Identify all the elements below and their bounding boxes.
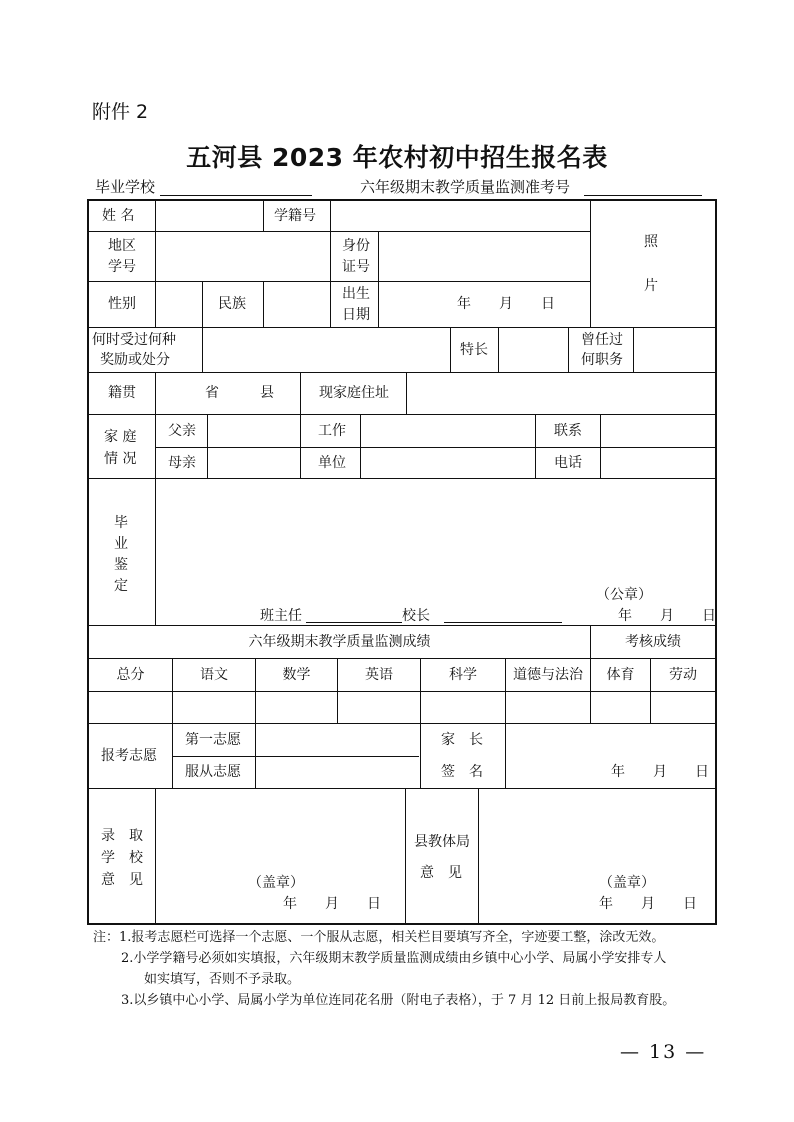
work-label-2: 单位 xyxy=(318,455,346,471)
parent-sign-date: 年 月 日 xyxy=(611,764,709,780)
photo-label-2: 片 xyxy=(644,278,658,294)
region-label-1: 地区 xyxy=(108,238,136,254)
native-label: 籍贯 xyxy=(108,385,136,401)
county-label: 县 xyxy=(260,385,274,401)
form-title: 五河县 2023 年农村初中招生报名表 xyxy=(186,143,608,172)
principal-label: 校长 xyxy=(402,608,430,624)
id-label-1: 身份 xyxy=(342,238,370,254)
school-field[interactable] xyxy=(160,195,312,196)
birth-label-1: 出生 xyxy=(342,286,370,302)
exam-number-label: 六年级期末教学质量监测准考号 xyxy=(360,178,571,196)
specialty-label: 特长 xyxy=(460,342,488,358)
obey-choice-label: 服从志愿 xyxy=(185,764,241,780)
public-seal-label: （公章） xyxy=(596,587,652,603)
family-label-2: 情 况 xyxy=(104,451,137,467)
attachment-label: 附件 2 xyxy=(92,101,149,123)
family-label-1: 家 庭 xyxy=(104,429,137,445)
birth-date-text: 年 月 日 xyxy=(457,296,555,312)
award-label-2: 奖励或处分 xyxy=(100,352,170,368)
contact-label-2: 电话 xyxy=(554,455,582,471)
gender-label: 性别 xyxy=(108,296,136,312)
subject-morality-law: 道德与法治 xyxy=(513,667,583,683)
bureau-seal-label: （盖章） xyxy=(599,875,655,891)
region-label-2: 学号 xyxy=(108,259,136,275)
bureau-seal-date: 年 月 日 xyxy=(599,896,697,912)
note-1: 注：1.报考志愿栏可选择一个志愿、一个服从志愿，相关栏目要填写齐全，字迹要工整，涂改无效。 xyxy=(93,930,665,945)
sign-label: 签 名 xyxy=(441,764,483,780)
subject-math: 数学 xyxy=(282,667,311,683)
school-label: 毕业学校 xyxy=(95,178,156,196)
subject-total: 总分 xyxy=(116,667,145,683)
subject-labor: 劳动 xyxy=(669,667,697,683)
appraisal-char-1: 毕 xyxy=(114,515,128,531)
id-label-2: 证号 xyxy=(342,259,370,275)
post-label-2: 何职务 xyxy=(581,352,623,368)
work-label-1: 工作 xyxy=(318,423,346,439)
admit-label-2: 学 校 xyxy=(101,850,143,866)
principal-sign-field[interactable] xyxy=(444,622,562,623)
province-label: 省 xyxy=(205,385,219,401)
photo-label-1: 照 xyxy=(644,234,658,250)
page-number: — 13 — xyxy=(620,1041,707,1063)
subject-chinese: 语文 xyxy=(200,667,228,683)
exam-scores-header: 六年级期末教学质量监测成绩 xyxy=(248,634,431,650)
admit-label-1: 录 取 xyxy=(101,828,143,844)
post-label-1: 曾任过 xyxy=(581,332,623,348)
choice-label: 报考志愿 xyxy=(101,748,157,764)
note-2a: 2.小学学籍号必须如实填报，六年级期末教学质量监测成绩由乡镇中心小学、局属小学安排专人 xyxy=(121,951,667,966)
bureau-label-2: 意 见 xyxy=(420,865,462,881)
student-number-label: 学籍号 xyxy=(274,208,316,224)
bureau-label-1: 县教体局 xyxy=(414,834,470,850)
school-seal-label: （盖章） xyxy=(248,875,304,891)
subject-english: 英语 xyxy=(365,667,393,683)
ethnicity-label: 民族 xyxy=(218,296,246,312)
birth-label-2: 日期 xyxy=(342,307,370,323)
admit-label-3: 意 见 xyxy=(101,872,143,888)
father-label: 父亲 xyxy=(168,423,196,439)
assessment-header: 考核成绩 xyxy=(625,634,681,650)
subject-pe: 体育 xyxy=(606,667,635,683)
note-2b: 如实填写，否则不予录取。 xyxy=(144,972,301,987)
school-seal-date: 年 月 日 xyxy=(283,896,381,912)
teacher-label: 班主任 xyxy=(260,608,302,624)
appraisal-char-4: 定 xyxy=(114,578,128,594)
first-choice-label: 第一志愿 xyxy=(185,732,241,748)
note-3: 3.以乡镇中心小学、局属小学为单位连同花名册（附电子表格），于 7 月 12 日前上报局教育股。 xyxy=(121,993,676,1008)
appraisal-char-2: 业 xyxy=(114,536,128,552)
award-label-1: 何时受过何种 xyxy=(92,332,176,348)
subject-science: 科学 xyxy=(449,667,477,683)
name-label: 姓 名 xyxy=(102,208,135,224)
teacher-sign-field[interactable] xyxy=(306,622,402,623)
parent-label: 家 长 xyxy=(441,732,483,748)
appraisal-date: 年 月 日 xyxy=(618,608,716,624)
contact-label-1: 联系 xyxy=(554,423,582,439)
address-label: 现家庭住址 xyxy=(319,385,389,401)
appraisal-char-3: 鉴 xyxy=(114,557,128,573)
mother-label: 母亲 xyxy=(168,455,196,471)
exam-number-field[interactable] xyxy=(584,195,702,196)
